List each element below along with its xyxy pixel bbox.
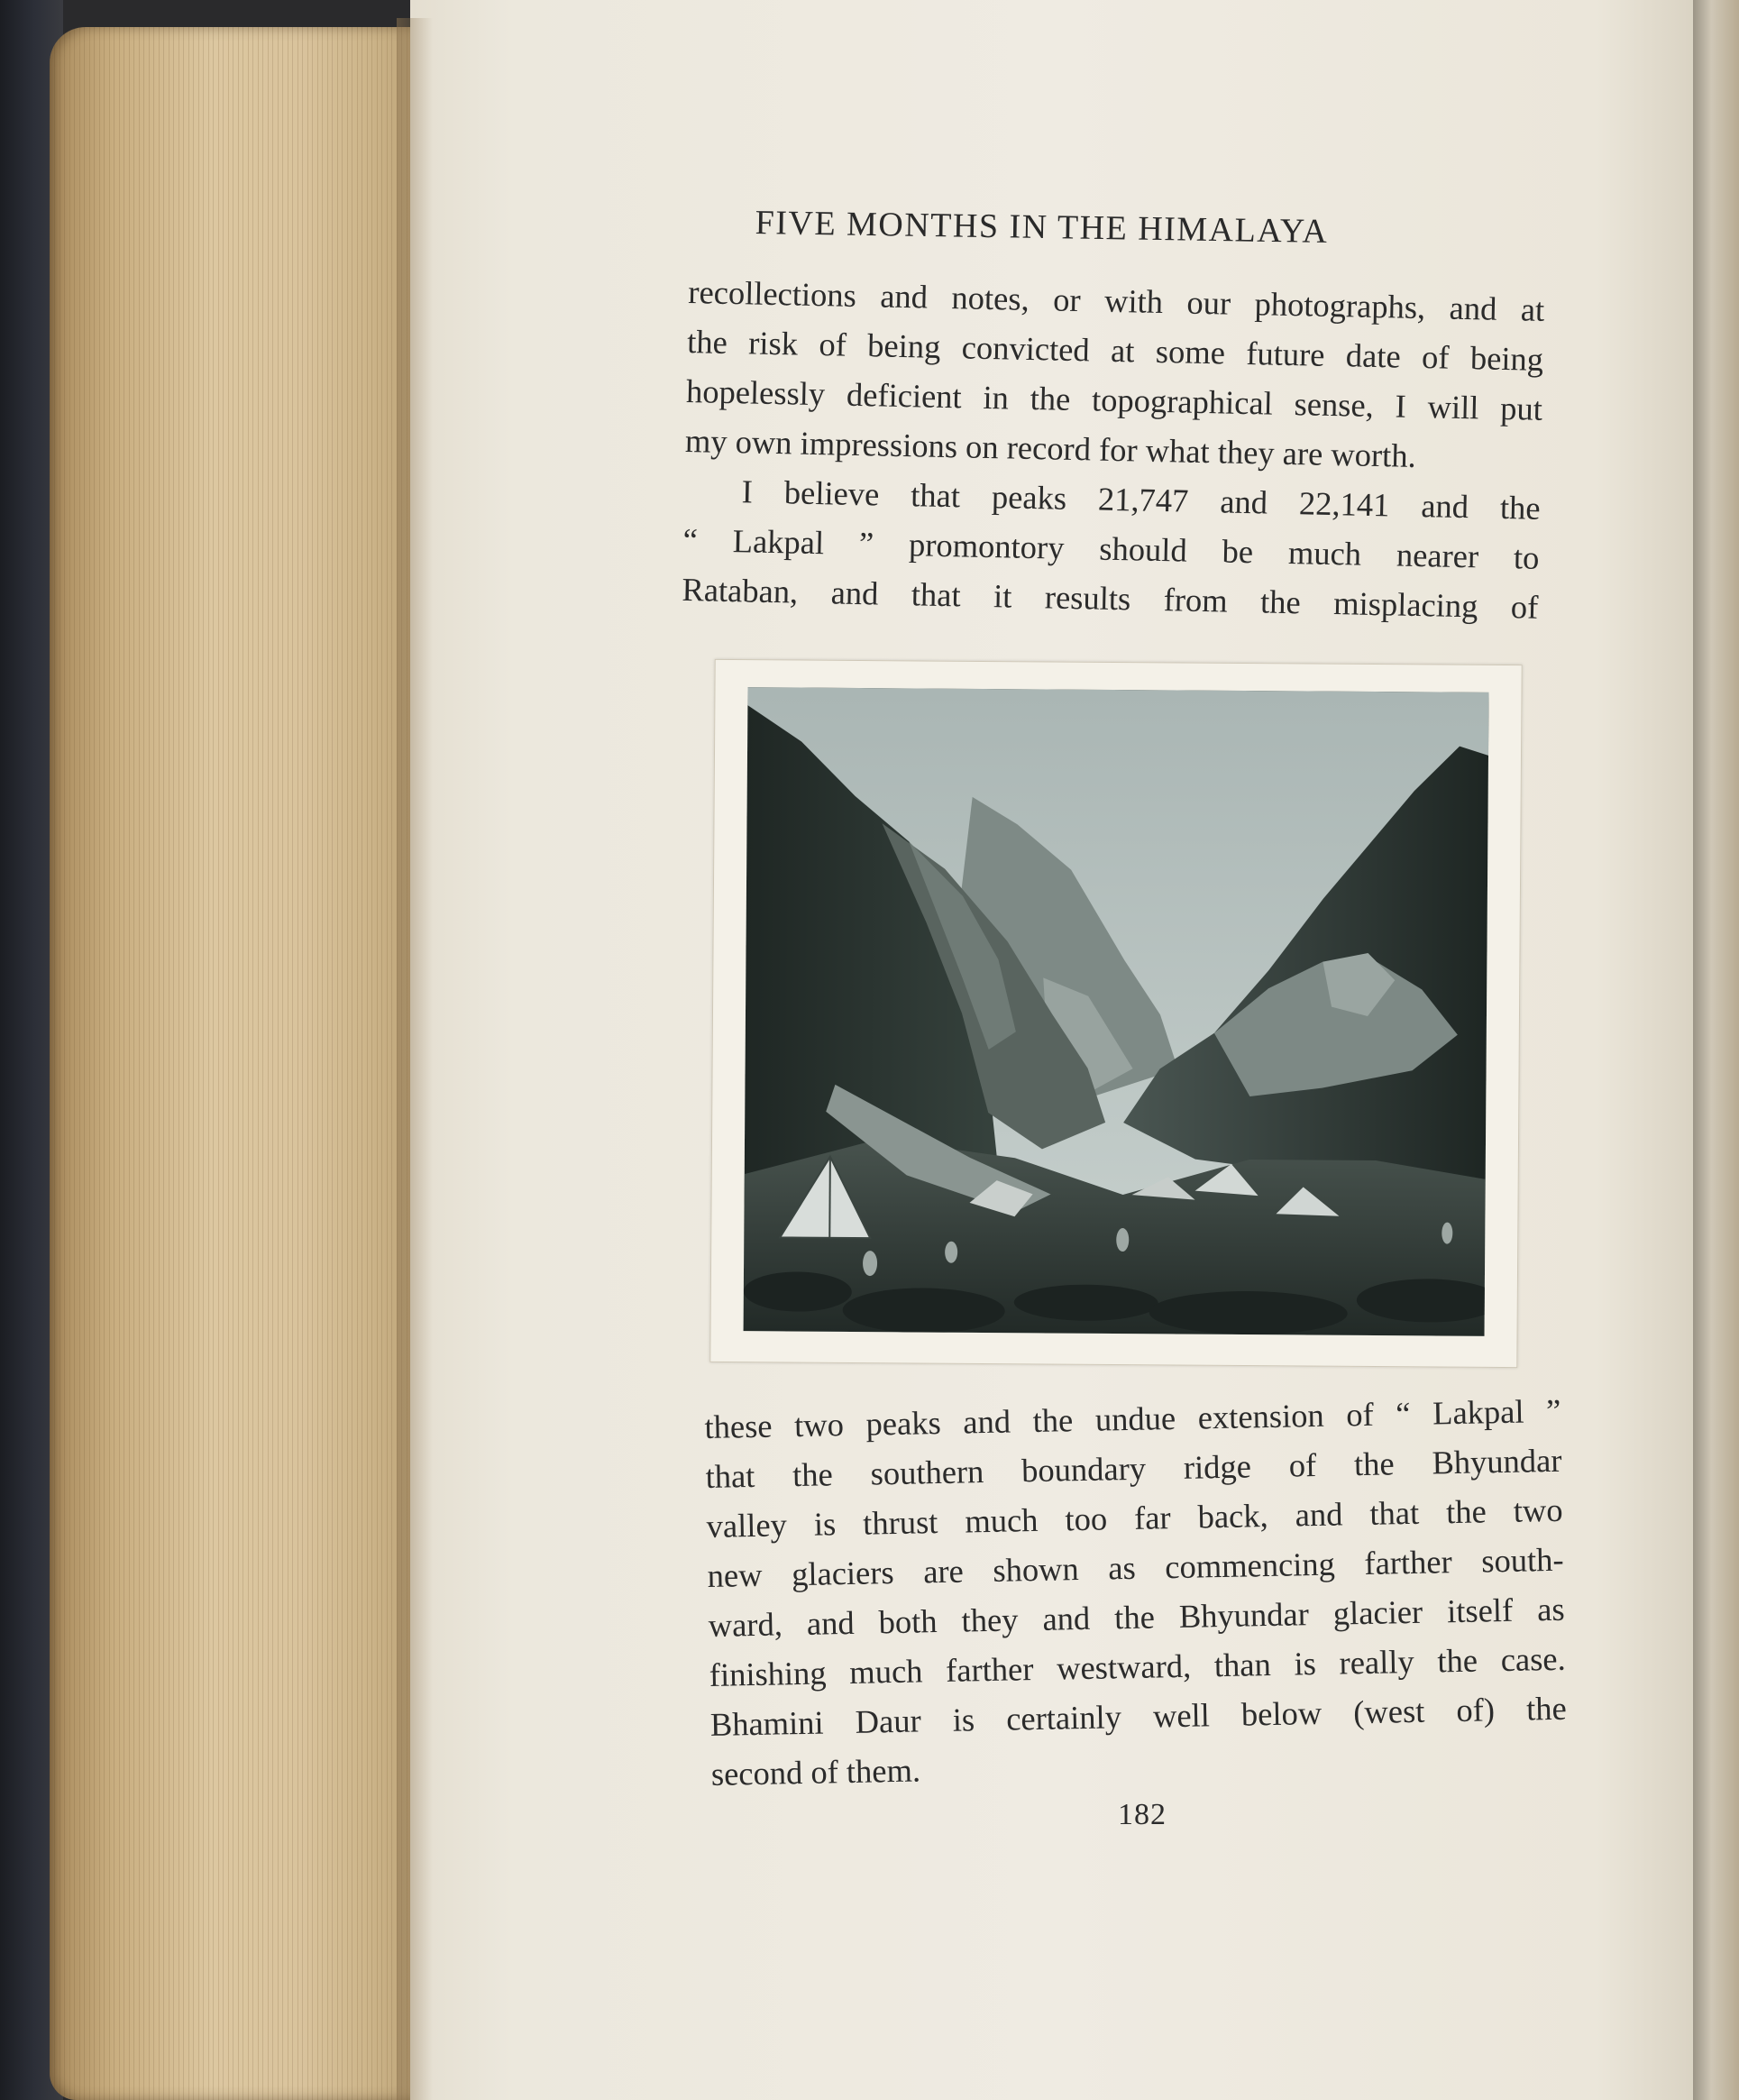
text-line: new glaciers are shown as commencing farther south- — [707, 1540, 1564, 1594]
page-block-fore-edge — [50, 27, 410, 2100]
photo-plate — [709, 659, 1522, 1368]
tent-left-pole — [829, 1157, 830, 1238]
text-line: finishing much farther westward, than is really the case. — [709, 1639, 1567, 1693]
text-line: the risk of being convicted at some future date of being — [686, 322, 1544, 378]
gutter-shadow — [397, 18, 433, 2100]
text-line: recollections and notes, or with our photographs, and at — [687, 272, 1545, 328]
text-line: Rataban, and that it results from the misplacing of — [682, 570, 1539, 626]
text-line: Bhamini Daur is certainly well below (west of) the — [709, 1689, 1568, 1743]
valley-camp-illustration — [744, 687, 1489, 1336]
text-line: ward, and both they and the Bhyundar glacier itself as — [708, 1590, 1565, 1644]
text-line: that the southern boundary ridge of the Bhyundar — [705, 1441, 1562, 1495]
text-line: I believe that peaks 21,747 and 22,141 and the — [741, 472, 1542, 527]
text-line: hopelessly deficient in the topographical sense, I will put — [685, 371, 1543, 427]
text-line: these two peaks and the undue extension of “ Lakpal ” — [704, 1391, 1561, 1445]
text-line: “ Lakpal ” promontory should be much nearer to — [682, 520, 1540, 576]
text-line: second of them. — [710, 1751, 921, 1793]
text-line: my own impressions on record for what they are worth. — [684, 421, 1417, 474]
text-block-bottom — [704, 1386, 1568, 1799]
page-number: 182 — [1118, 1798, 1167, 1831]
mountain-valley-photograph — [744, 687, 1489, 1336]
running-head: FIVE MONTHS IN THE HIMALAYA — [755, 203, 1329, 251]
text-block-top — [682, 267, 1545, 632]
facing-page-edge — [1693, 0, 1739, 2100]
text-line: valley is thrust much too far back, and that the two — [706, 1490, 1563, 1545]
